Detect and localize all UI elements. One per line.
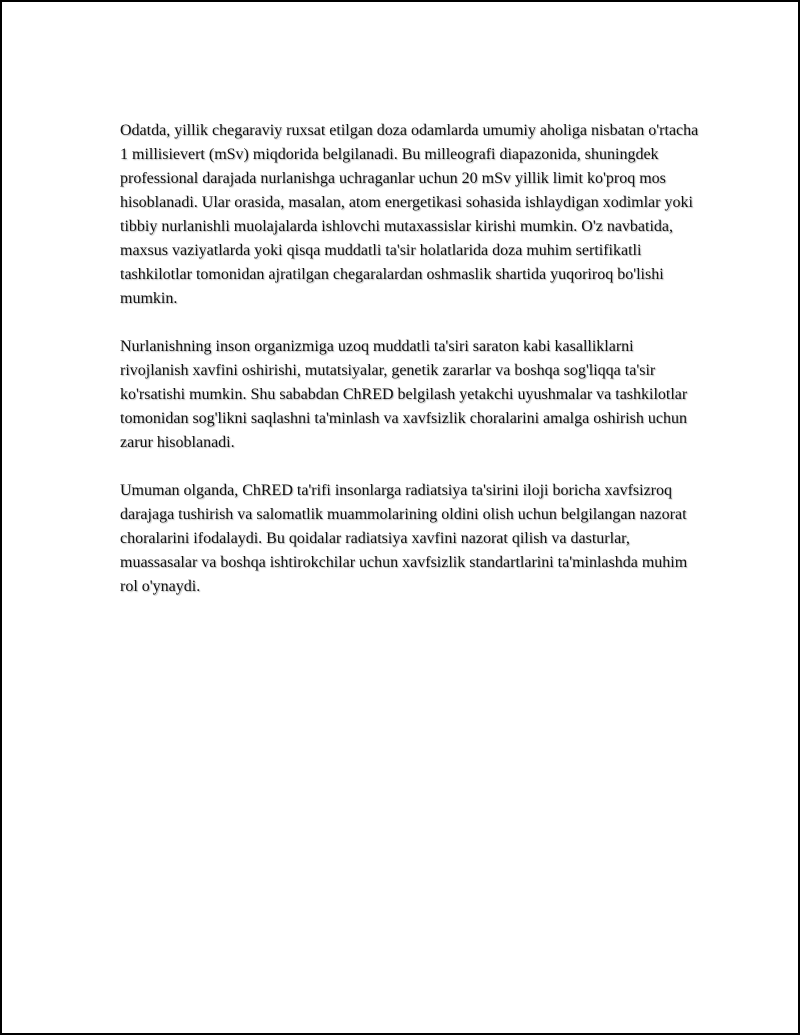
- paragraph-dose-limits: Odatda, yillik chegaraviy ruxsat etilgan doza odamlarda umumiy aholiga nisbatan o'rtacha 1 millisievert (mSv) miqdorida belgilanadi. Bu milleografi diapazonida, shuningdek professional darajada nurlanishga uchraganlar uchun 20 mSv yillik limit ko'proq mos hisoblanadi. Ular orasida, masalan, atom energetikasi sohasida ishlaydigan xodimlar yoki tibbiy nurlanishli muolajalarda ishlovchi mutaxassislar kirishi mumkin. O'z navbatida, maxsus vaziyatlarda yoki qisqa muddatli ta'sir holatlarida doza muhim sertifikatli tashkilotlar tomonidan ajratilgan chegaralardan oshmaslik shartida yuqoriroq bo'lishi mumkin.: [120, 122, 699, 307]
- document-body: [120, 119, 700, 623]
- paragraph-conclusion: Umuman olganda, ChRED ta'rifi insonlarga radiatsiya ta'sirini iloji boricha xavfsizroq darajaga tushirish va salomatlik muammolarining oldini olish uchun belgilangan nazorat choralarini ifodalaydi. Bu qoidalar radiatsiya xavfini nazorat qilish va dasturlar, muassasalar va boshqa ishtirokchilar uchun xavfsizlik standartlarini ta'minlashda muhim rol o'ynaydi.: [120, 482, 688, 595]
- paragraph-health-effects: Nurlanishning inson organizmiga uzoq muddatli ta'siri saraton kabi kasalliklarni rivojlanish xavfini oshirishi, mutatsiyalar, genetik zararlar va boshqa sog'liqqa ta'sir ko'rsatishi mumkin. Shu sababdan ChRED belgilash yetakchi uyushmalar va tashkilotlar tomonidan sog'likni saqlashni ta'minlash va xavfsizlik choralarini amalga oshirish uchun zarur hisoblanadi.: [120, 338, 688, 451]
